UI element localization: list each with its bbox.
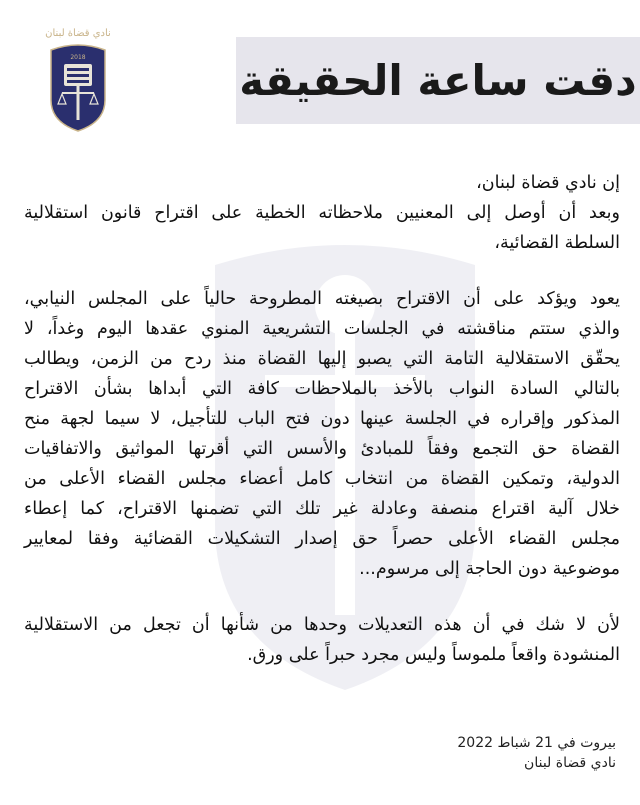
paragraph-2-line-6: القضاة حق التجمع وفقاً للمبادئ والأسس التي أقرتها المواثيق والاتفاقيات: [24, 439, 620, 459]
signature-block: [316, 733, 616, 773]
paragraph-spacer: [24, 584, 620, 610]
paragraph-1-line-2: وبعد أن أوصل إلى المعنيين ملاحظاته الخطية على اقتراح قانون استقلالية: [24, 203, 620, 223]
club-logo: [28, 28, 128, 133]
paragraph-2-line-1: يعود ويؤكد على أن الاقتراح بصيغته المطروحة حالياً على المجلس النيابي،: [24, 289, 620, 309]
paragraph-1-line-1: إن نادي قضاة لبنان،: [476, 173, 620, 193]
shield-logo-icon: [48, 42, 108, 132]
paragraph-2-line-10: موضوعية دون الحاجة إلى مرسوم...: [359, 559, 620, 579]
page-title: دقت ساعة الحقيقة: [239, 56, 637, 105]
signature-date: بيروت في 21 شباط 2022: [457, 735, 616, 751]
paragraph-1-line-3: السلطة القضائية،: [494, 233, 620, 253]
signature-signer: نادي قضاة لبنان: [524, 755, 616, 771]
logo-caption: نادي قضاة لبنان: [45, 28, 111, 39]
paragraph-2-line-3: يحقّق الاستقلالية التامة التي يصبو إليها القضاة منذ ردح من الزمن، ويطالب: [24, 349, 620, 369]
paragraph-2-line-7: الدولية، وتمكين القضاة من انتخاب كامل أعضاء مجلس القضاء الأعلى من: [24, 469, 620, 489]
logo-year: 2018: [70, 54, 86, 61]
paragraph-3-line-1: لأن لا شك في أن هذه التعديلات وحدها من شأنها أن تجعل من الاستقلالية: [24, 615, 620, 635]
title-banner: [236, 37, 640, 124]
paragraph-2-line-4: بالتالي السادة النواب بالأخذ بالملاحظات كافة التي أبداها بشأن الاقتراح: [24, 379, 620, 399]
paragraph-2-line-8: خلال آلية اقتراع منصفة وعادلة غير تلك التي تضمنها الاقتراح، كما إعطاء: [24, 499, 620, 519]
paragraph-2-line-5: المذكور وإقراره في الجلسة عينها دون فتح الباب للتأجيل، لا سيما لجهة منح: [24, 409, 620, 429]
paragraph-2-line-2: والذي ستتم مناقشته في الجلسات التشريعية المنوي عقدها اليوم وغداً، لا: [24, 319, 620, 339]
paragraph-3-line-2: المنشودة واقعاً ملموساً وليس مجرد حبراً على ورق.: [247, 645, 620, 665]
statement-body: [24, 168, 620, 670]
paragraph-spacer: [24, 258, 620, 284]
paragraph-2-line-9: مجلس القضاء الأعلى حصراً حق إصدار التشكيلات القضائية وفقا لمعايير: [24, 529, 620, 549]
